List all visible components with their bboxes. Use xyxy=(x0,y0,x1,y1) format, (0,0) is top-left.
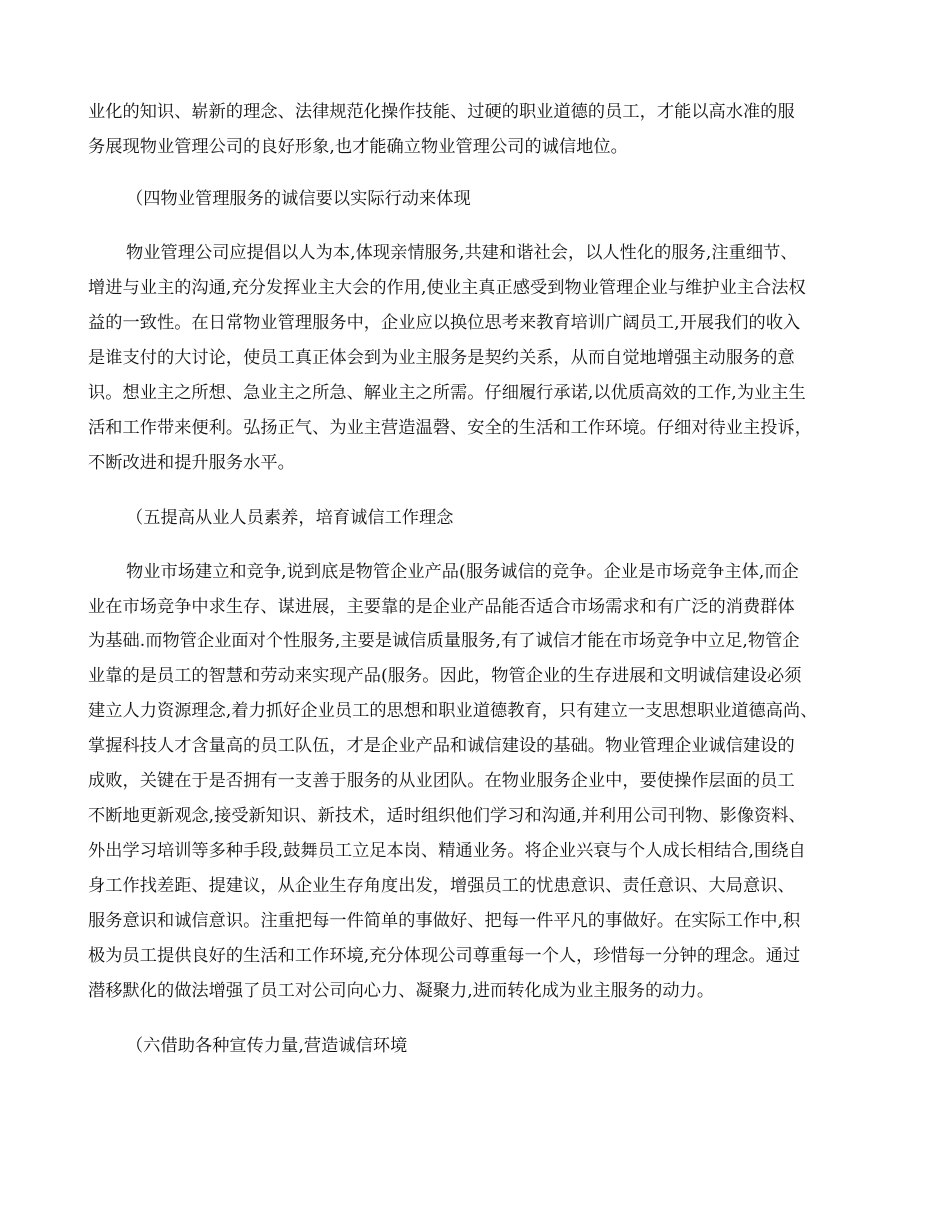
paragraph-line: 极为员工提供良好的生活和工作环境,充分体现公司尊重每一个人，珍惜每一分钟的理念。通过 xyxy=(88,946,801,966)
paragraph-line: 不断地更新观念,接受新知识、新技术，适时组织他们学习和沟通,并利用公司刊物、影像资料、 xyxy=(88,806,806,826)
paragraph-line: 外出学习培训等多种手段,鼓舞员工立足本岗、精通业务。将企业兴衰与个人成长相结合,围绕自 xyxy=(88,841,806,861)
paragraph-line: 物业市场建立和竞争,说到底是物管企业产品(服务诚信的竞争。企业是市场竞争主体,而企 xyxy=(126,562,799,582)
paragraph-line: 是谁支付的大讨论，使员工真正体会到为业主服务是契约关系，从而自觉地增强主动服务的意 xyxy=(88,348,795,368)
paragraph-line: 业在市场竞争中求生存、谋进展，主要靠的是企业产品能否适合市场需求和有广泛的消费群体 xyxy=(88,597,795,617)
paragraph-line: 掌握科技人才含量高的员工队伍，才是企业产品和诚信建设的基础。物业管理企业诚信建设的 xyxy=(88,736,795,756)
paragraph-line: 不断改进和提升服务水平。 xyxy=(88,453,295,473)
paragraph-line: 增进与业主的沟通,充分发挥业主大会的作用,使业主真正感受到物业管理企业与维护业主合法权 xyxy=(88,278,806,298)
paragraph-line: 成败，关键在于是否拥有一支善于服务的从业团队。在物业服务企业中，要使操作层面的员工 xyxy=(88,771,795,791)
paragraph-line: 身工作找差距、提建议，从企业生存角度出发，增强员工的忧患意识、责任意识、大局意识、 xyxy=(88,876,795,896)
paragraph-line: 建立人力资源理念,着力抓好企业员工的思想和职业道德教育，只有建立一支思想职业道德高尚、 xyxy=(88,701,818,721)
paragraph-line: 潜移默化的做法增强了员工对公司向心力、凝聚力,进而转化成为业主服务的动力。 xyxy=(88,981,715,1001)
paragraph-line: 业化的知识、崭新的理念、法律规范化操作技能、过硬的职业道德的员工，才能以高水准的服 xyxy=(88,102,795,122)
paragraph-line: 物业管理公司应提倡以人为本,体现亲情服务,共建和谐社会，以人性化的服务,注重细节、 xyxy=(126,243,798,263)
section-heading-4: （四物业管理服务的诚信要以实际行动来体现 xyxy=(126,189,471,209)
paragraph-line: 服务意识和诚信意识。注重把每一件简单的事做好、把每一件平凡的事做好。在实际工作中,积 xyxy=(88,911,801,931)
paragraph-line: 识。想业主之所想、急业主之所急、解业主之所需。仔细履行承诺,以优质高效的工作,为业主生 xyxy=(88,383,806,403)
paragraph-line: 业靠的是员工的智慧和劳动来实现产品(服务。因此，物管企业的生存进展和文明诚信建设必须 xyxy=(88,666,802,686)
section-heading-6: （六借助各种宣传力量,营造诚信环境 xyxy=(126,1036,408,1056)
paragraph-line: 益的一致性。在日常物业管理服务中，企业应以换位思考来教育培训广阔员工,开展我们的收入 xyxy=(88,313,801,333)
paragraph-line: 活和工作带来便利。弘扬正气、为业主营造温磬、安全的生活和工作环境。仔细对待业主投诉， xyxy=(88,418,812,438)
paragraph-line: 务展现物业管理公司的良好形象,也才能确立物业管理公司的诚信地位。 xyxy=(88,137,628,157)
paragraph-line: 为基础.而物管企业面对个性服务,主要是诚信质量服务,有了诚信才能在市场竞争中立足,物管企 xyxy=(88,631,800,651)
section-heading-5: （五提高从业人员素养，培育诚信工作理念 xyxy=(126,508,454,528)
